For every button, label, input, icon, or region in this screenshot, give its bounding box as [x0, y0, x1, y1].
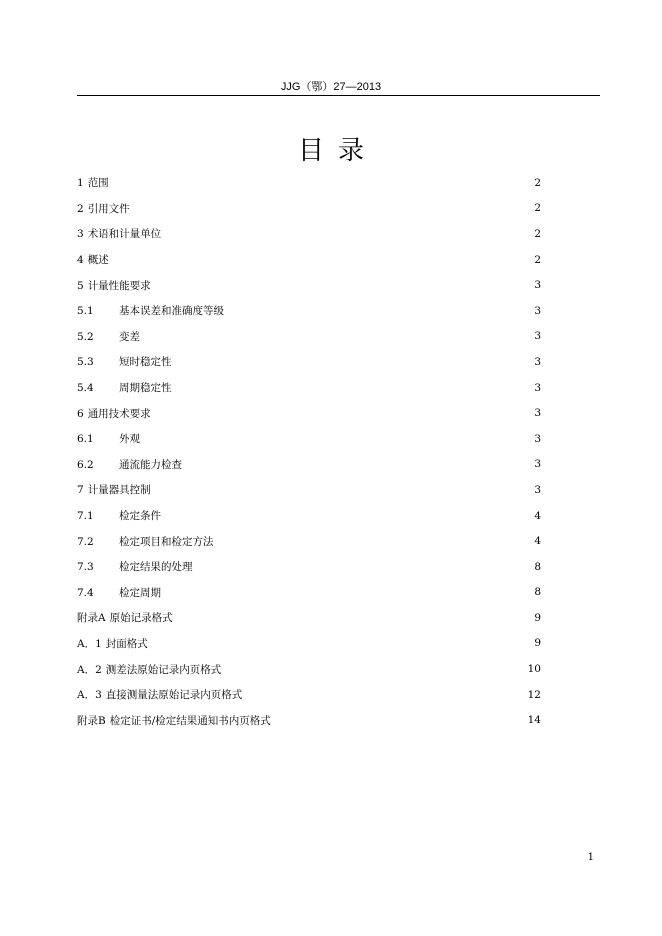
toc-entry-number: 1	[77, 177, 84, 190]
toc-entry-label	[77, 252, 112, 267]
toc-entry-page: 3	[534, 279, 541, 292]
toc-entry-number: 7.2	[77, 535, 94, 548]
toc-entry[interactable]	[77, 375, 541, 401]
toc-entry[interactable]	[77, 196, 541, 222]
toc-entry[interactable]	[77, 554, 541, 580]
toc-entry[interactable]	[77, 707, 541, 733]
toc-entry-number: 7.4	[77, 586, 94, 599]
toc-entry-number: 6.2	[77, 458, 94, 471]
toc-entry-page: 14	[527, 714, 541, 727]
toc-entry-page: 4	[534, 535, 541, 548]
toc-entry-label	[77, 380, 175, 395]
toc-entry[interactable]	[77, 400, 541, 426]
toc-entry-label	[77, 713, 274, 728]
dot-leader	[175, 381, 524, 393]
toc-entry-page: 9	[534, 637, 541, 650]
toc-entry-number: 7.1	[77, 510, 94, 523]
toc-entry-title: 基本误差和准确度等级	[119, 305, 224, 318]
dot-leader	[112, 253, 523, 265]
toc-entry-number: 7	[77, 484, 84, 497]
dot-leader	[143, 432, 523, 444]
toc-entry[interactable]	[77, 324, 541, 350]
toc-entry-label	[77, 687, 245, 702]
toc-entry-title: 检定项目和检定方法	[119, 535, 214, 548]
dot-leader	[227, 304, 523, 316]
toc-entry[interactable]	[77, 477, 541, 503]
toc-entry-label	[77, 636, 151, 651]
toc-entry-page: 2	[534, 227, 541, 240]
toc-entry-number: 6.1	[77, 433, 94, 446]
toc-entry-number: 5.1	[77, 305, 94, 318]
toc-entry-title: 原始记录格式	[109, 612, 173, 625]
dot-leader	[154, 278, 523, 290]
dot-leader	[164, 509, 523, 521]
toc-entry[interactable]	[77, 631, 541, 657]
toc-entry-page: 2	[534, 176, 541, 189]
toc-entry-number: 5	[77, 279, 84, 292]
toc-entry-page: 4	[534, 509, 541, 522]
page-title: 目录	[297, 136, 378, 166]
dot-leader	[274, 713, 523, 725]
toc-entry-title: 通流能力检查	[119, 458, 182, 471]
toc-entry-title: 术语和计量单位	[87, 228, 162, 241]
toc-entry-page: 10	[527, 663, 541, 676]
header-rule	[77, 95, 600, 96]
toc-entry[interactable]	[77, 298, 541, 324]
toc-entry-page: 2	[534, 202, 541, 215]
toc-entry-title: 通用技术要求	[87, 407, 151, 420]
toc-entry-number: 5.4	[77, 382, 94, 395]
toc-entry-page: 8	[534, 586, 541, 599]
toc-entry[interactable]	[77, 656, 541, 682]
toc-entry-label	[77, 534, 217, 549]
toc-entry-title: 检定条件	[119, 510, 161, 523]
dot-leader	[217, 534, 524, 546]
toc-entry-label	[77, 662, 224, 677]
toc-entry-title: 直接测量法原始记录内页格式	[105, 689, 243, 702]
toc-entry-number: 附录B	[77, 714, 106, 727]
toc-entry-title: 计量性能要求	[87, 279, 151, 292]
dot-leader	[151, 636, 523, 648]
toc-entry-number: A．3	[77, 689, 102, 702]
toc-entry-page: 3	[534, 355, 541, 368]
toc-entry-number: 附录A	[77, 612, 106, 625]
toc-entry-page: 3	[534, 330, 541, 343]
toc-entry[interactable]	[77, 221, 541, 247]
toc-entry[interactable]	[77, 247, 541, 273]
toc-entry-number: 5.3	[77, 356, 94, 369]
toc-entry-label	[77, 303, 227, 318]
dot-leader	[196, 560, 524, 572]
toc-entry-label	[77, 329, 143, 344]
toc-entry-page: 3	[534, 483, 541, 496]
toc-entry-label	[77, 431, 143, 446]
toc-entry-title: 封面格式	[105, 637, 148, 650]
toc-entry[interactable]	[77, 170, 541, 196]
toc-entry[interactable]	[77, 452, 541, 478]
toc-entry-label	[77, 226, 164, 241]
toc-entry-title: 检定结果的处理	[119, 561, 193, 574]
toc-entry-page: 8	[534, 560, 541, 573]
toc-entry-title: 引用文件	[87, 202, 130, 215]
dot-leader	[143, 329, 523, 341]
dot-leader	[245, 688, 523, 700]
toc-entry[interactable]	[77, 349, 541, 375]
toc-entry-page: 3	[534, 407, 541, 420]
toc-entry[interactable]	[77, 580, 541, 606]
dot-leader	[133, 201, 523, 213]
toc-entry[interactable]	[77, 528, 541, 554]
toc-entry-label	[77, 508, 164, 523]
document-code-header: JJG（鄂）27—2013	[280, 81, 382, 93]
toc-entry-label	[77, 201, 133, 216]
dot-leader	[224, 662, 523, 674]
toc-entry-title: 检定证书/检定结果通知书内页格式	[109, 714, 271, 727]
toc-entry-number: A．1	[77, 637, 102, 650]
toc-entry-label	[77, 406, 154, 421]
toc-entry-title: 测差法原始记录内页格式	[105, 663, 222, 676]
toc-entry-number: 7.3	[77, 561, 94, 574]
dot-leader	[164, 227, 523, 239]
toc-entry-page: 2	[534, 253, 541, 266]
toc-entry-title: 检定周期	[119, 586, 161, 599]
toc-entry-label	[77, 457, 185, 472]
toc-entry-title: 变差	[119, 330, 140, 343]
toc-entry[interactable]	[77, 426, 541, 452]
toc-entry-title: 概述	[87, 254, 109, 267]
toc-entry-page: 3	[534, 458, 541, 471]
toc-entry-title: 短时稳定性	[119, 356, 172, 369]
dot-leader	[112, 176, 523, 188]
table-of-contents	[77, 170, 541, 733]
toc-entry-page: 3	[534, 381, 541, 394]
toc-entry-page: 12	[527, 688, 541, 701]
toc-entry[interactable]	[77, 605, 541, 631]
toc-entry-title: 外观	[119, 433, 140, 446]
toc-entry[interactable]	[77, 682, 541, 708]
toc-entry-label	[77, 559, 196, 574]
toc-entry[interactable]	[77, 503, 541, 529]
toc-entry-label	[77, 482, 154, 497]
toc-entry-label	[77, 354, 175, 369]
toc-entry-number: 4	[77, 254, 84, 267]
toc-entry-label	[77, 585, 164, 600]
toc-entry-page: 3	[534, 432, 541, 445]
toc-entry-title: 计量器具控制	[87, 484, 151, 497]
dot-leader	[154, 483, 523, 495]
dot-leader	[176, 611, 523, 623]
toc-entry-title: 周期稳定性	[119, 382, 172, 395]
toc-entry[interactable]	[77, 272, 541, 298]
toc-entry-number: 3	[77, 228, 84, 241]
toc-entry-number: 5.2	[77, 330, 94, 343]
dot-leader	[154, 406, 523, 418]
toc-entry-number: A．2	[77, 663, 102, 676]
toc-entry-title: 范围	[87, 177, 109, 190]
toc-entry-page: 9	[534, 611, 541, 624]
toc-entry-number: 2	[77, 202, 84, 215]
toc-entry-number: 6	[77, 407, 84, 420]
page-number: 1	[587, 852, 594, 863]
dot-leader	[185, 457, 523, 469]
toc-entry-label	[77, 175, 112, 190]
toc-entry-page: 3	[534, 304, 541, 317]
toc-entry-label	[77, 278, 154, 293]
dot-leader	[164, 585, 523, 597]
toc-entry-label	[77, 610, 176, 625]
dot-leader	[175, 355, 524, 367]
